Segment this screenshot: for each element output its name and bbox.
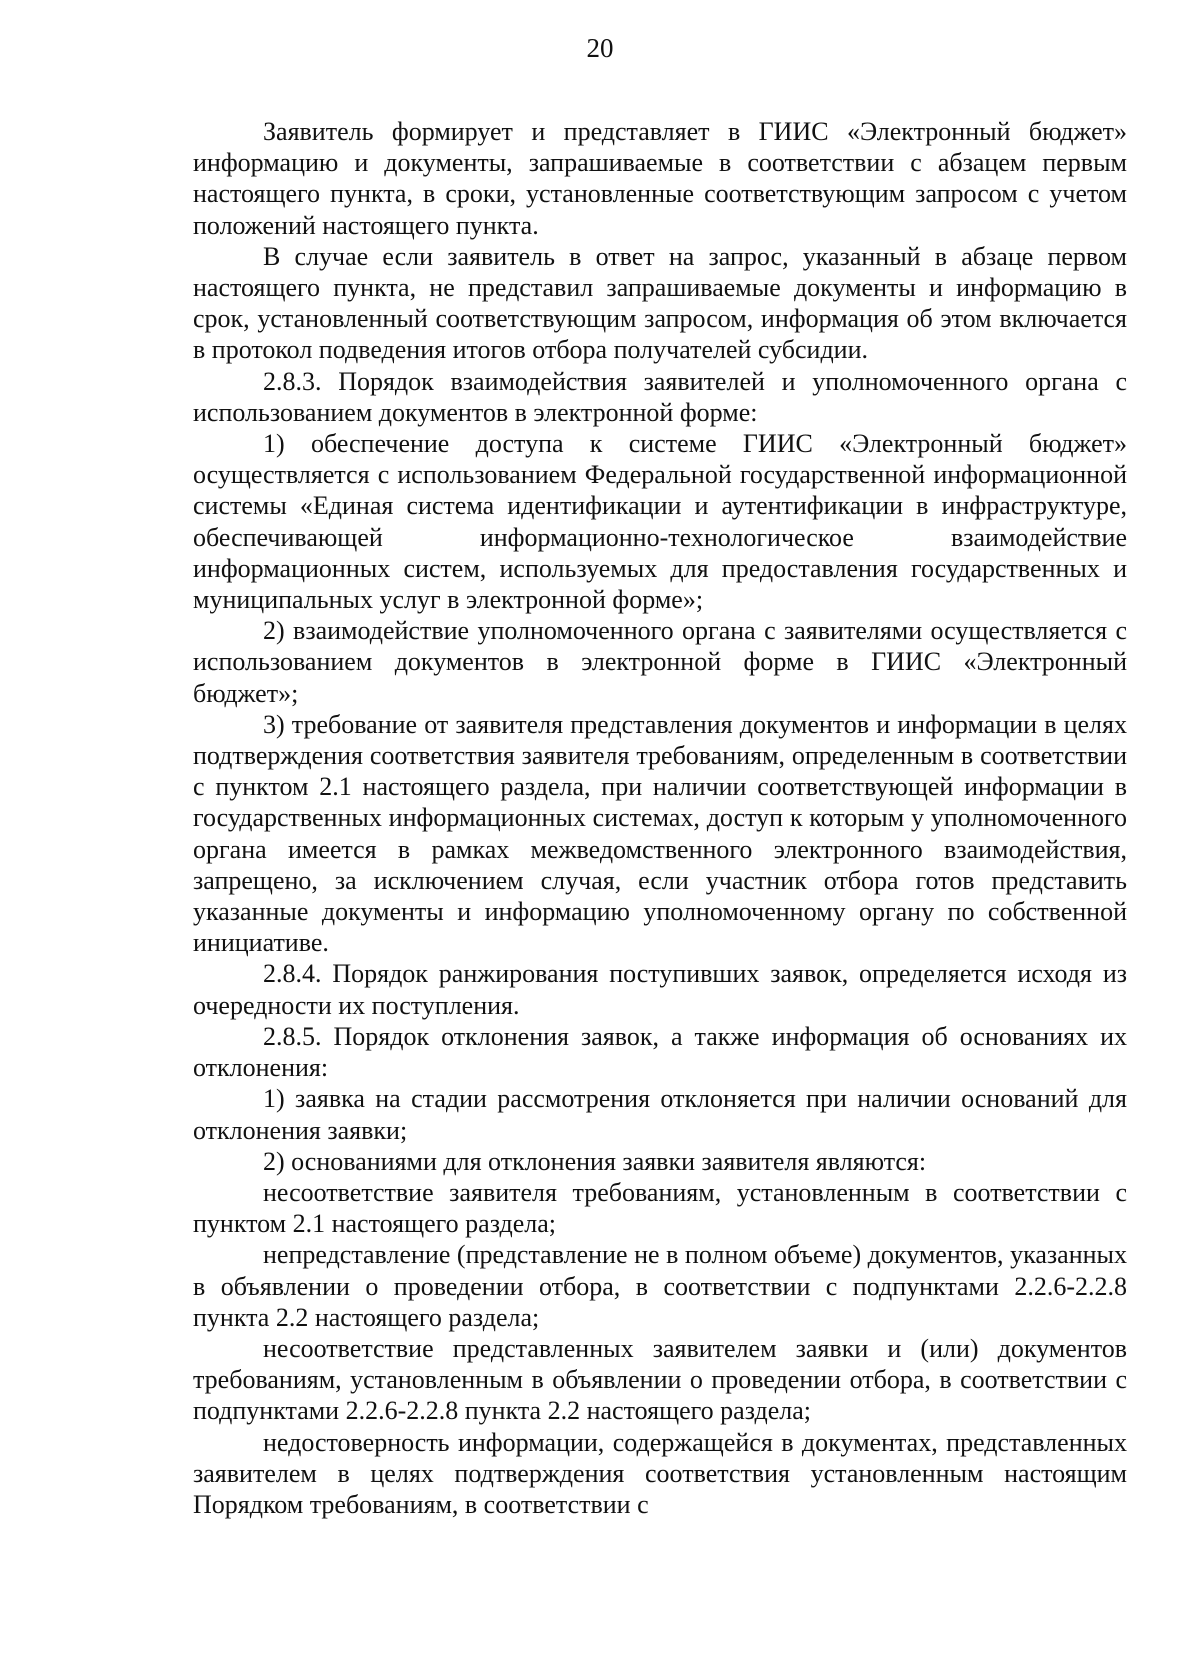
paragraph-failure-to-submit: В случае если заявитель в ответ на запрос, указанный в абзаце первом настоящего пункта, не представил запрашиваемые документы и информацию в срок, установленный соответствующим запросом, информация об этом включается в протокол подведения итогов отбора получателей субсидии.: [193, 241, 1127, 365]
paragraph-ground-requirements-mismatch: несоответствие представленных заявителем заявки и (или) документов требованиям, установленным в объявлении о проведении отбора, в соответствии с подпунктами 2.2.6-2.2.8 пункта 2.2 настоящего раздела;: [193, 1333, 1127, 1426]
document-body: [193, 116, 1127, 1520]
paragraph-2-8-3-heading: 2.8.3. Порядок взаимодействия заявителей и уполномоченного органа с использованием документов в электронной форме:: [193, 366, 1127, 427]
paragraph-ground-nonsubmission: непредставление (представление не в полном объеме) документов, указанных в объявлении о проведении отбора, в соответствии с подпунктами 2.2.6-2.2.8 пункта 2.2 настоящего раздела;: [193, 1240, 1127, 1332]
paragraph-ground-unreliable-information: недостоверность информации, содержащейся в документах, представленных заявителем в целях подтверждения соответствия установленным настоящим Порядком требованиям, в соответствии с: [193, 1427, 1127, 1519]
paragraph-2-8-3-item-2: 2) взаимодействие уполномоченного органа с заявителями осуществляется с использованием документов в электронной форме в ГИИС «Электронный бюджет»;: [193, 616, 1127, 708]
paragraph-2-8-3-item-3: 3) требование от заявителя представления документов и информации в целях подтверждения соответствия заявителя требованиям, определенным в соответствии с пунктом 2.1 настоящего раздела, при наличии соответствующей информации в государственных информационных системах, доступ к которым у уполномоченного органа имеется в рамках межведомственного электронного взаимодействия, запрещено, за исключением случая, если участник отбора готов представить указанные документы и информацию уполномоченному органу по собственной инициативе.: [193, 709, 1127, 958]
paragraph-2-8-3-item-1: 1) обеспечение доступа к системе ГИИС «Электронный бюджет» осуществляется с использованием Федеральной государственной информационной системы «Единая система идентификации и аутентификации в инфраструктуре, обеспечивающей информационно-технологическое взаимодействие информационных систем, используемых для предоставления государственных и муниципальных услуг в электронной форме»;: [193, 429, 1127, 615]
paragraph-applicant-submits: Заявитель формирует и представляет в ГИИС «Электронный бюджет» информацию и документы, запрашиваемые в соответствии с абзацем первым настоящего пункта, в сроки, установленные соответствующим запросом с учетом положений настоящего пункта.: [193, 117, 1127, 240]
paragraph-2-8-5-item-1: 1) заявка на стадии рассмотрения отклоняется при наличии оснований для отклонения заявки;: [193, 1084, 1127, 1145]
paragraph-ground-noncompliance: несоответствие заявителя требованиям, установленным в соответствии с пунктом 2.1 настоящего раздела;: [193, 1177, 1127, 1239]
paragraph-2-8-5-heading: 2.8.5. Порядок отклонения заявок, а также информация об основаниях их отклонения:: [193, 1021, 1127, 1083]
page-number: 20: [586, 33, 614, 63]
paragraph-2-8-5-item-2: 2) основаниями для отклонения заявки заявителя являются:: [263, 1146, 927, 1176]
paragraph-2-8-4: 2.8.4. Порядок ранжирования поступивших заявок, определяется исходя из очередности их поступления.: [193, 959, 1127, 1020]
